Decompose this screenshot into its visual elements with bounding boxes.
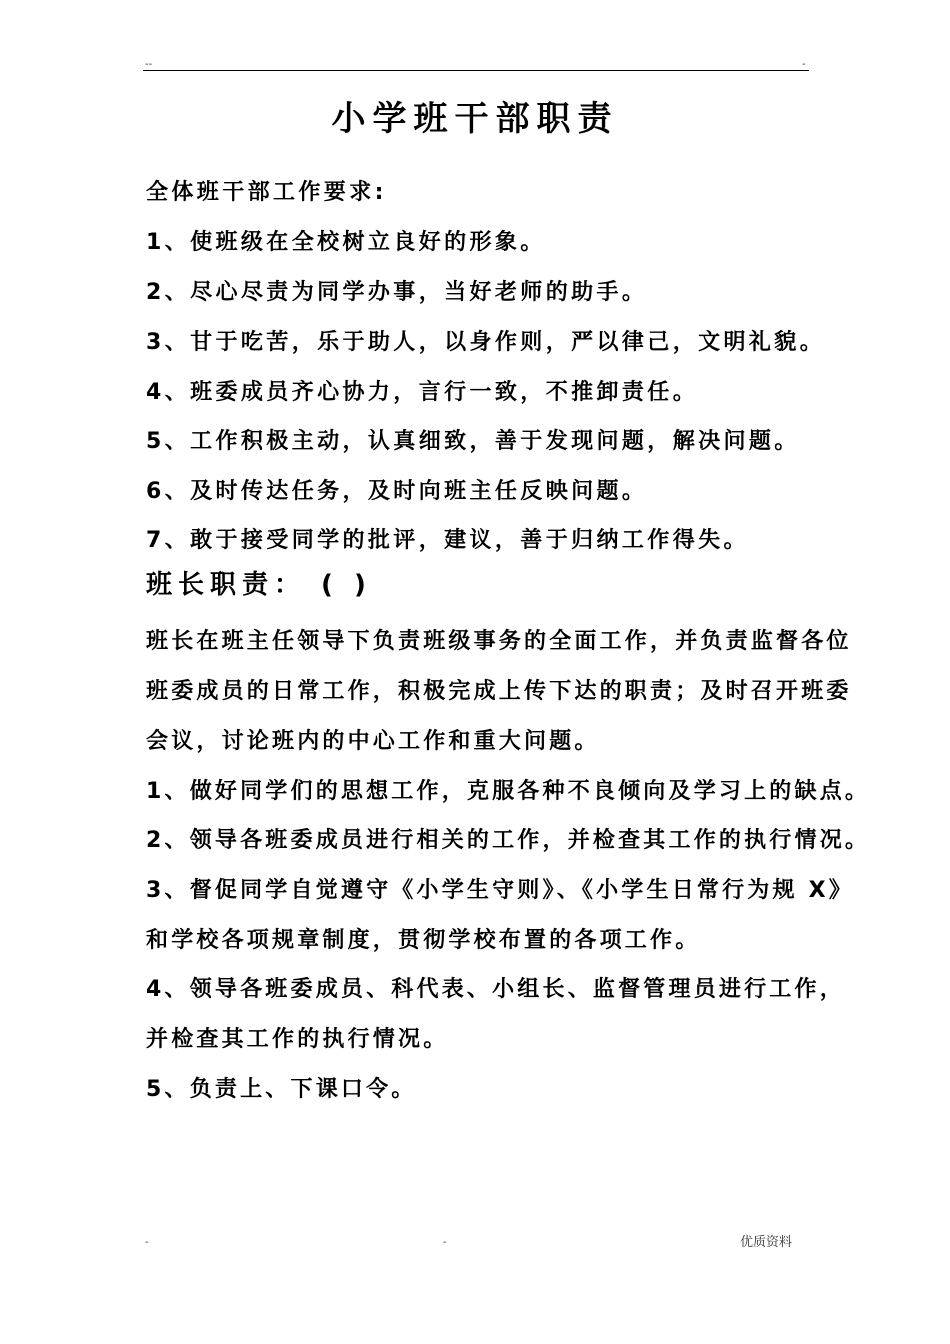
header-right-mark: - [802, 59, 806, 70]
header-left-mark: -- [145, 59, 153, 70]
monitor-item-line: 并检查其工作的执行情况。 [146, 1027, 449, 1052]
footer-middle-mark: - [443, 1237, 447, 1248]
general-item: 6、及时传达任务，及时向班主任反映问题。 [146, 479, 648, 504]
document-title: 小学班干部职责 [331, 99, 619, 139]
monitor-item-line: 4、领导各班委成员、科代表、小组长、监督管理员进行工作， [146, 977, 845, 1002]
monitor-item-line: 3、督促同学自觉遵守《小学生守则》、《小学生日常行为规 X》 [146, 878, 854, 903]
monitor-item-line: 2、领导各班委成员进行相关的工作，并检查其工作的执行情况。 [146, 828, 871, 853]
header-rule [143, 70, 809, 71]
monitor-item-line: 5、负责上、下课口令。 [146, 1077, 417, 1102]
footer-left-mark: - [145, 1237, 149, 1248]
general-item: 7、敢于接受同学的批评，建议，善于归纳工作得失。 [146, 528, 749, 553]
monitor-item-line: 和学校各项规章制度，贯彻学校布置的各项工作。 [146, 928, 701, 953]
general-item: 5、工作积极主动，认真细致，善于发现问题，解决问题。 [146, 429, 800, 454]
monitor-intro-line: 会议，讨论班内的中心工作和重大问题。 [146, 729, 600, 754]
monitor-duties-heading: 班长职责： ( ) [146, 570, 372, 600]
monitor-intro-line: 班委成员的日常工作，积极完成上传下达的职责；及时召开班委 [146, 679, 852, 704]
general-item: 2、尽心尽责为同学办事，当好老师的助手。 [146, 280, 648, 305]
general-requirements-heading: 全体班干部工作要求: [146, 180, 387, 205]
general-item: 1、使班级在全校树立良好的形象。 [146, 230, 546, 255]
general-item: 4、班委成员齐心协力，言行一致，不推卸责任。 [146, 380, 699, 405]
monitor-intro-line: 班长在班主任领导下负责班级事务的全面工作，并负责监督各位 [146, 629, 852, 654]
monitor-item-line: 1、做好同学们的思想工作，克服各种不良倾向及学习上的缺点。 [146, 779, 871, 804]
general-item: 3、甘于吃苦，乐于助人，以身作则，严以律己，文明礼貌。 [146, 330, 826, 355]
footer-label: 优质资料 [740, 1235, 793, 1250]
